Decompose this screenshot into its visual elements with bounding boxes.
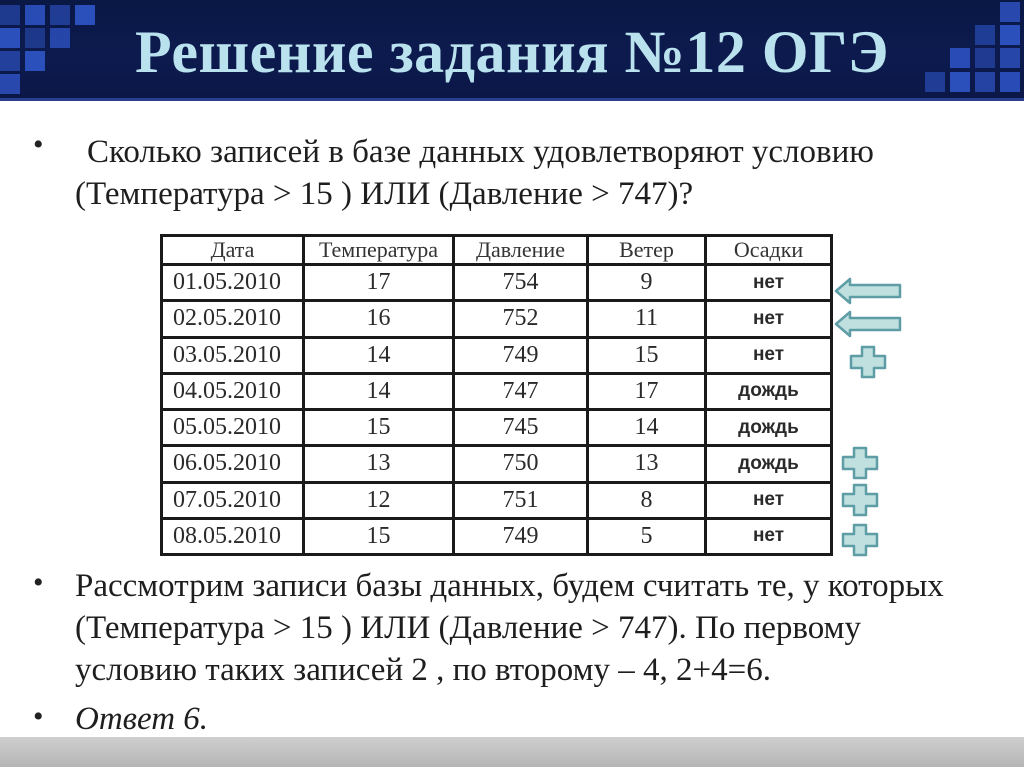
table-cell: дождь bbox=[706, 446, 832, 482]
column-header: Осадки bbox=[706, 236, 832, 265]
table-cell: дождь bbox=[706, 373, 832, 409]
table-row bbox=[162, 410, 832, 446]
table-header-row bbox=[162, 236, 832, 265]
table-cell: 747 bbox=[454, 373, 588, 409]
table-cell: 15 bbox=[304, 410, 454, 446]
table-cell: 15 bbox=[588, 337, 706, 373]
plus-icon bbox=[841, 483, 879, 522]
table-cell: нет bbox=[706, 301, 832, 337]
table-row bbox=[162, 265, 832, 301]
table-cell: 13 bbox=[304, 446, 454, 482]
column-header: Дата bbox=[162, 236, 304, 265]
explanation-text-content: Рассмотрим записи базы данных, будем считать те, у которых (Температура > 15 ) ИЛИ (Давление > 747). По первому условию таких записей 2 , по второму – 4, 2+4=6. bbox=[75, 568, 944, 688]
table-cell: 13 bbox=[588, 446, 706, 482]
table-row bbox=[162, 446, 832, 482]
table-cell: 11 bbox=[588, 301, 706, 337]
page-title: Решение задания №12 ОГЭ bbox=[135, 19, 889, 85]
table-cell: нет bbox=[706, 482, 832, 518]
bullet-1: • bbox=[33, 128, 44, 161]
column-header: Ветер bbox=[588, 236, 706, 265]
table-row bbox=[162, 301, 832, 337]
bullet-3: • bbox=[33, 700, 44, 733]
table-cell: 01.05.2010 bbox=[162, 265, 304, 301]
table-cell: 17 bbox=[588, 373, 706, 409]
table-cell: 14 bbox=[304, 373, 454, 409]
table-row bbox=[162, 373, 832, 409]
table-cell: 04.05.2010 bbox=[162, 373, 304, 409]
table-row bbox=[162, 518, 832, 554]
table-cell: 5 bbox=[588, 518, 706, 554]
explanation-text bbox=[75, 565, 945, 691]
question-text-content: Сколько записей в базе данных удовлетворяют условию (Температура > 15 ) ИЛИ (Давление > 747)? bbox=[75, 134, 874, 212]
table-cell: 750 bbox=[454, 446, 588, 482]
table-cell: 05.05.2010 bbox=[162, 410, 304, 446]
table-cell: 02.05.2010 bbox=[162, 301, 304, 337]
table-cell: 07.05.2010 bbox=[162, 482, 304, 518]
bullet-2: • bbox=[33, 566, 44, 599]
data-table-container bbox=[160, 234, 830, 556]
column-header: Давление bbox=[454, 236, 588, 265]
plus-icon bbox=[841, 523, 879, 562]
table-cell: 08.05.2010 bbox=[162, 518, 304, 554]
column-header: Температура bbox=[304, 236, 454, 265]
plus-icon bbox=[841, 446, 879, 485]
plus-icon bbox=[849, 345, 887, 384]
bottom-bar bbox=[0, 737, 1024, 767]
table-cell: 14 bbox=[304, 337, 454, 373]
table-cell: 749 bbox=[454, 518, 588, 554]
table-cell: 14 bbox=[588, 410, 706, 446]
table-cell: 749 bbox=[454, 337, 588, 373]
table-cell: 745 bbox=[454, 410, 588, 446]
question-text bbox=[75, 131, 955, 215]
data-table bbox=[160, 234, 833, 556]
left-arrow-icon bbox=[834, 310, 904, 343]
table-row bbox=[162, 337, 832, 373]
table-cell: нет bbox=[706, 337, 832, 373]
table-cell: нет bbox=[706, 518, 832, 554]
left-arrow-icon bbox=[834, 277, 904, 310]
table-cell: 15 bbox=[304, 518, 454, 554]
answer-text: Ответ 6. bbox=[75, 701, 209, 737]
table-cell: 751 bbox=[454, 482, 588, 518]
table-row bbox=[162, 482, 832, 518]
table-cell: 17 bbox=[304, 265, 454, 301]
title-band bbox=[0, 0, 1024, 101]
table-cell: 06.05.2010 bbox=[162, 446, 304, 482]
table-cell: 752 bbox=[454, 301, 588, 337]
table-cell: 03.05.2010 bbox=[162, 337, 304, 373]
table-cell: дождь bbox=[706, 410, 832, 446]
table-cell: 8 bbox=[588, 482, 706, 518]
table-cell: 754 bbox=[454, 265, 588, 301]
table-cell: нет bbox=[706, 265, 832, 301]
table-body bbox=[162, 265, 832, 555]
table-cell: 12 bbox=[304, 482, 454, 518]
table-cell: 16 bbox=[304, 301, 454, 337]
table-cell: 9 bbox=[588, 265, 706, 301]
